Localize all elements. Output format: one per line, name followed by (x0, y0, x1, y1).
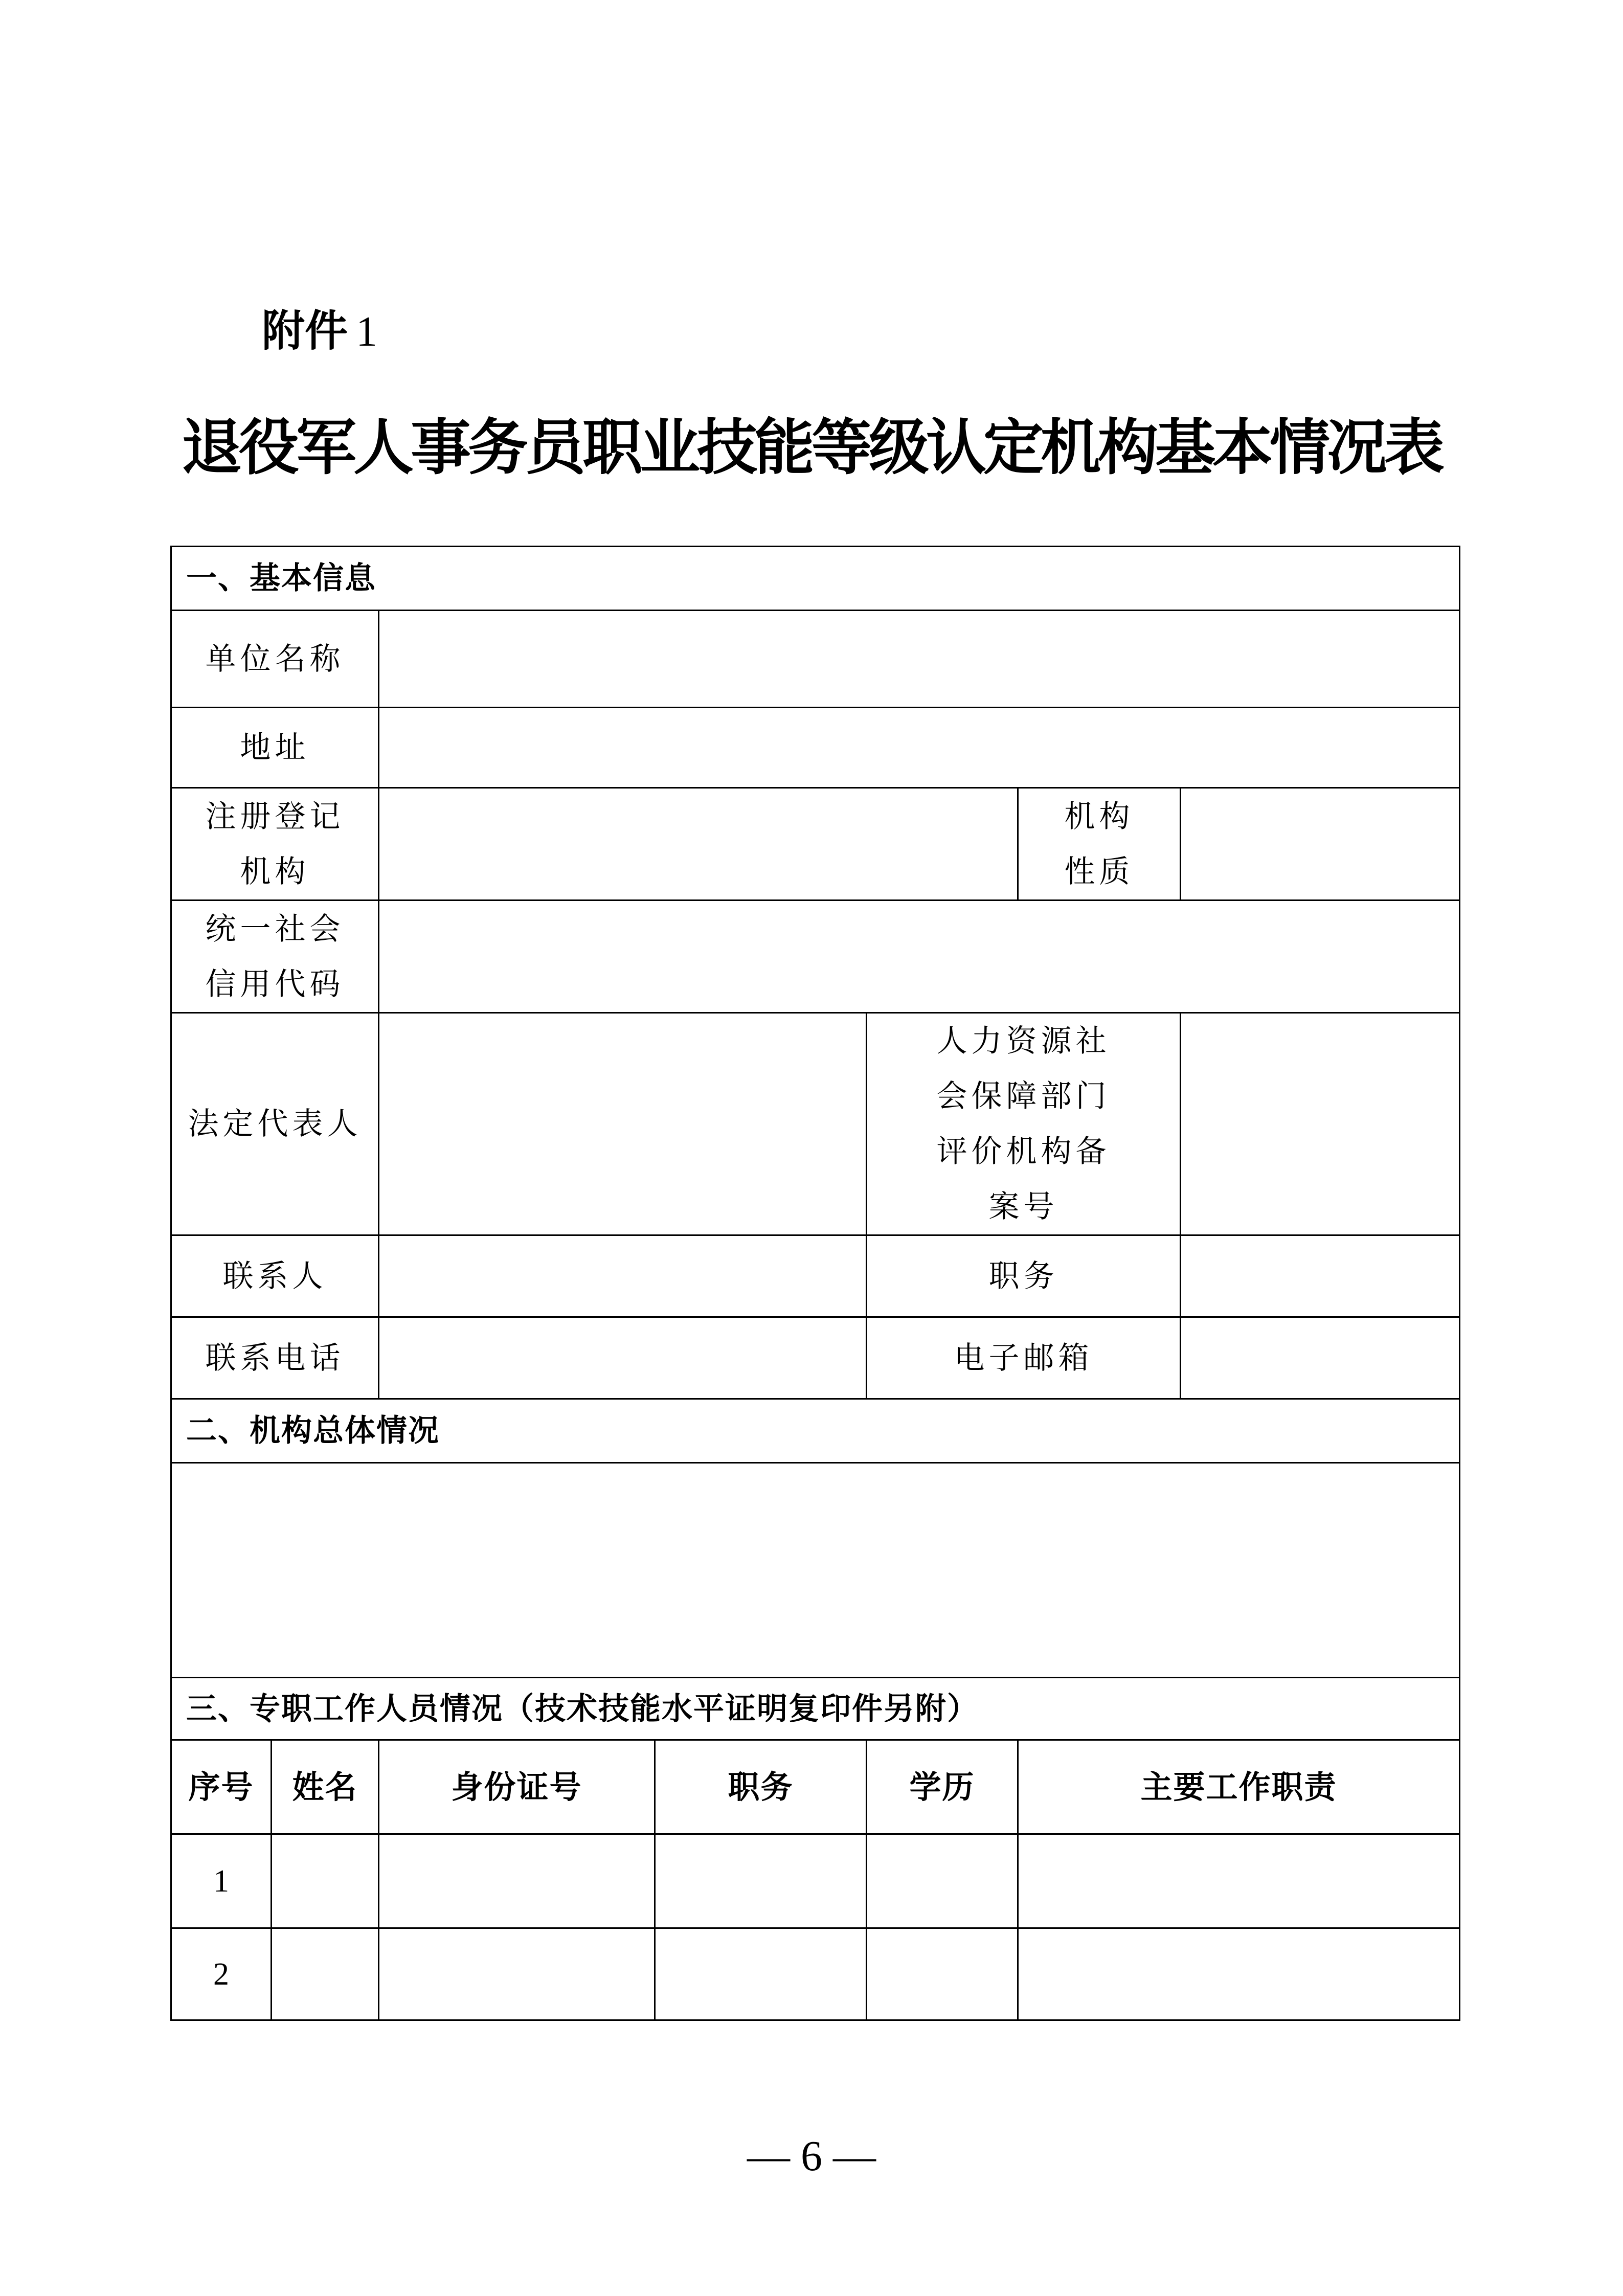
table-row (171, 1928, 1460, 2020)
credit-code-field[interactable] (379, 901, 1460, 1013)
attachment-number: 1 (356, 308, 378, 355)
registration-org-field[interactable] (379, 788, 1018, 901)
label-hr-filing-line3: 评价机构备 (936, 1134, 1111, 1169)
col-header-name: 姓名 (272, 1740, 379, 1834)
label-phone: 联系电话 (171, 1317, 379, 1399)
label-email: 电子邮箱 (867, 1317, 1181, 1399)
staff-position-cell[interactable] (655, 1928, 867, 2020)
email-field[interactable] (1181, 1317, 1460, 1399)
col-header-position: 职务 (655, 1740, 867, 1834)
label-hr-filing-line2: 会保障部门 (936, 1078, 1111, 1114)
label-legal-rep: 法定代表人 (171, 1013, 379, 1235)
label-hr-filing-line1: 人力资源社 (936, 1023, 1111, 1059)
contact-person-field[interactable] (379, 1235, 867, 1317)
label-contact-person: 联系人 (171, 1235, 379, 1317)
label-address: 地址 (171, 708, 379, 788)
section-overview: 二、机构总体情况 (171, 1399, 1460, 1463)
label-hr-filing (867, 1013, 1181, 1235)
section-basic-info: 一、基本信息 (171, 547, 1460, 611)
label-registration-org (171, 788, 379, 901)
staff-name-cell[interactable] (272, 1834, 379, 1928)
col-header-id-number: 身份证号 (379, 1740, 655, 1834)
section-staff: 三、专职工作人员情况（技术技能水平证明复印件另附） (171, 1678, 1460, 1740)
form-title: 退役军人事务员职业技能等级认定机构基本情况表 (181, 412, 1441, 483)
label-hr-filing-line4: 案号 (988, 1189, 1058, 1225)
label-position: 职务 (867, 1235, 1181, 1317)
registration-form-table (170, 546, 1460, 2021)
label-registration-org-line1: 注册登记 (205, 798, 345, 835)
unit-name-field[interactable] (379, 611, 1460, 708)
label-credit-code-line2: 信用代码 (205, 966, 345, 1002)
address-field[interactable] (379, 708, 1460, 788)
position-field[interactable] (1181, 1235, 1460, 1317)
label-org-nature-line2: 性质 (1064, 853, 1134, 890)
staff-education-cell[interactable] (867, 1834, 1018, 1928)
row-number: 2 (171, 1928, 272, 2020)
staff-id-cell[interactable] (379, 1928, 655, 2020)
label-credit-code-line1: 统一社会 (205, 911, 345, 947)
row-number: 1 (171, 1834, 272, 1928)
attachment-label-text: 附件 (262, 306, 348, 356)
col-header-education: 学历 (867, 1740, 1018, 1834)
staff-education-cell[interactable] (867, 1928, 1018, 2020)
label-unit-name: 单位名称 (171, 611, 379, 708)
staff-name-cell[interactable] (272, 1928, 379, 2020)
col-header-no: 序号 (171, 1740, 272, 1834)
overview-field[interactable] (171, 1463, 1460, 1678)
staff-duties-cell[interactable] (1018, 1834, 1460, 1928)
label-registration-org-line2: 机构 (240, 853, 310, 890)
label-org-nature (1018, 788, 1181, 901)
page-number: — 6 — (747, 2132, 876, 2180)
label-credit-code (171, 901, 379, 1013)
label-org-nature-line1: 机构 (1064, 798, 1134, 835)
table-row (171, 1834, 1460, 1928)
hr-filing-field[interactable] (1181, 1013, 1460, 1235)
legal-rep-field[interactable] (379, 1013, 867, 1235)
phone-field[interactable] (379, 1317, 867, 1399)
org-nature-field[interactable] (1181, 788, 1460, 901)
staff-position-cell[interactable] (655, 1834, 867, 1928)
staff-duties-cell[interactable] (1018, 1928, 1460, 2020)
col-header-duties: 主要工作职责 (1018, 1740, 1460, 1834)
staff-id-cell[interactable] (379, 1834, 655, 1928)
attachment-label (262, 297, 377, 358)
